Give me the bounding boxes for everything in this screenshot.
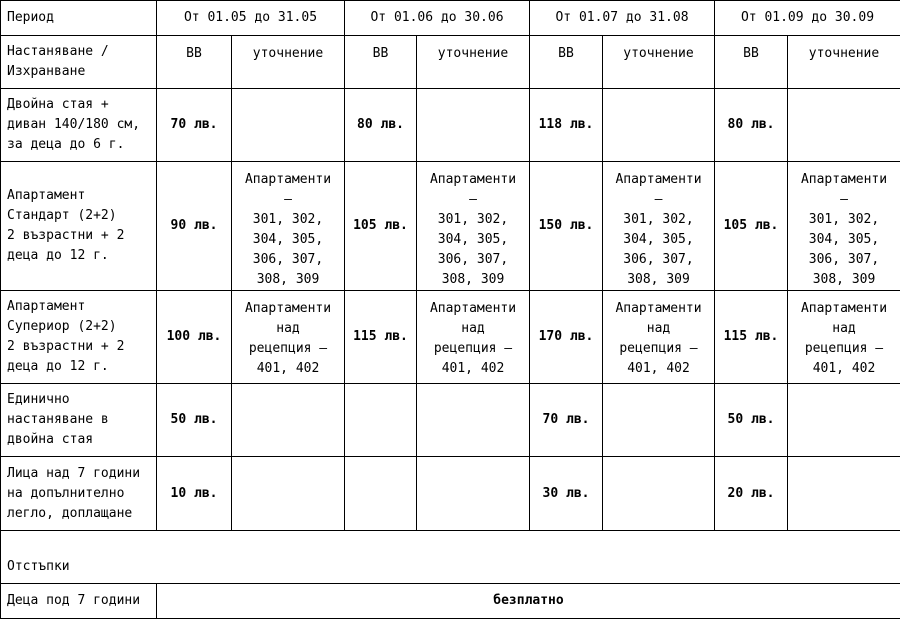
note-cell [603, 457, 715, 531]
price-cell: 90 лв. [157, 162, 232, 291]
period-may: От 01.05 до 31.05 [157, 1, 345, 36]
discounts-label: Отстъпки [1, 531, 900, 584]
price-cell: 30 лв. [530, 457, 603, 531]
room-type-label: Апартамент Супериор (2+2) 2 възрастни + 2 деца до 12 г. [1, 291, 157, 384]
price-cell: 80 лв. [715, 89, 788, 162]
table-row [1, 291, 900, 384]
price-cell: 115 лв. [345, 291, 417, 384]
price-cell: 100 лв. [157, 291, 232, 384]
period-label: Период [1, 1, 157, 36]
note-cell: Апартаменти над рецепция – 401, 402 [603, 291, 715, 384]
price-cell: 118 лв. [530, 89, 603, 162]
bb-header: ВВ [530, 36, 603, 89]
note-cell: Апартаменти – 301, 302, 304, 305, 306, 307, 308, 309 [232, 162, 345, 291]
note-cell [232, 384, 345, 457]
period-header-row [1, 1, 900, 36]
price-cell: 20 лв. [715, 457, 788, 531]
children-label: Деца под 7 години [1, 584, 157, 619]
table-row [1, 384, 900, 457]
price-cell: 50 лв. [157, 384, 232, 457]
bb-header: ВВ [157, 36, 232, 89]
note-cell [603, 89, 715, 162]
children-value: безплатно [157, 584, 900, 619]
room-type-label: Единично настаняване в двойна стая [1, 384, 157, 457]
room-type-label: Двойна стая + диван 140/180 см, за деца до 6 г. [1, 89, 157, 162]
period-september: От 01.09 до 30.09 [715, 1, 900, 36]
room-type-label: Апартамент Стандарт (2+2) 2 възрастни + 2 деца до 12 г. [1, 162, 157, 291]
note-header: уточнение [417, 36, 530, 89]
table-row [1, 162, 900, 291]
note-cell [232, 89, 345, 162]
price-cell: 70 лв. [157, 89, 232, 162]
note-cell: Апартаменти – 301, 302, 304, 305, 306, 307, 308, 309 [603, 162, 715, 291]
table-row [1, 89, 900, 162]
note-cell [603, 384, 715, 457]
price-cell: 105 лв. [345, 162, 417, 291]
table-row [1, 457, 900, 531]
note-cell: Апартаменти над рецепция – 401, 402 [417, 291, 530, 384]
period-july-august: От 01.07 до 31.08 [530, 1, 715, 36]
note-cell: Апартаменти – 301, 302, 304, 305, 306, 307, 308, 309 [417, 162, 530, 291]
note-cell: Апартаменти – 301, 302, 304, 305, 306, 307, 308, 309 [788, 162, 900, 291]
price-cell: 70 лв. [530, 384, 603, 457]
price-cell: 170 лв. [530, 291, 603, 384]
bb-header: ВВ [715, 36, 788, 89]
note-header: уточнение [603, 36, 715, 89]
price-cell: 150 лв. [530, 162, 603, 291]
price-cell [345, 384, 417, 457]
price-cell: 105 лв. [715, 162, 788, 291]
period-june: От 01.06 до 30.06 [345, 1, 530, 36]
note-cell [788, 89, 900, 162]
note-cell [788, 384, 900, 457]
price-cell: 115 лв. [715, 291, 788, 384]
note-cell [417, 457, 530, 531]
bb-header: ВВ [345, 36, 417, 89]
price-cell: 50 лв. [715, 384, 788, 457]
note-cell [417, 384, 530, 457]
subheader-row [1, 36, 900, 89]
note-header: уточнение [232, 36, 345, 89]
note-cell [788, 457, 900, 531]
price-cell: 80 лв. [345, 89, 417, 162]
price-cell: 10 лв. [157, 457, 232, 531]
note-cell: Апартаменти над рецепция – 401, 402 [232, 291, 345, 384]
note-header: уточнение [788, 36, 900, 89]
discounts-row [1, 531, 900, 584]
accommodation-label: Настаняване / Изхранване [1, 36, 157, 89]
room-type-label: Лица над 7 години на допълнително легло, доплащане [1, 457, 157, 531]
children-row [1, 584, 900, 619]
note-cell: Апартаменти над рецепция – 401, 402 [788, 291, 900, 384]
note-cell [232, 457, 345, 531]
price-cell [345, 457, 417, 531]
note-cell [417, 89, 530, 162]
